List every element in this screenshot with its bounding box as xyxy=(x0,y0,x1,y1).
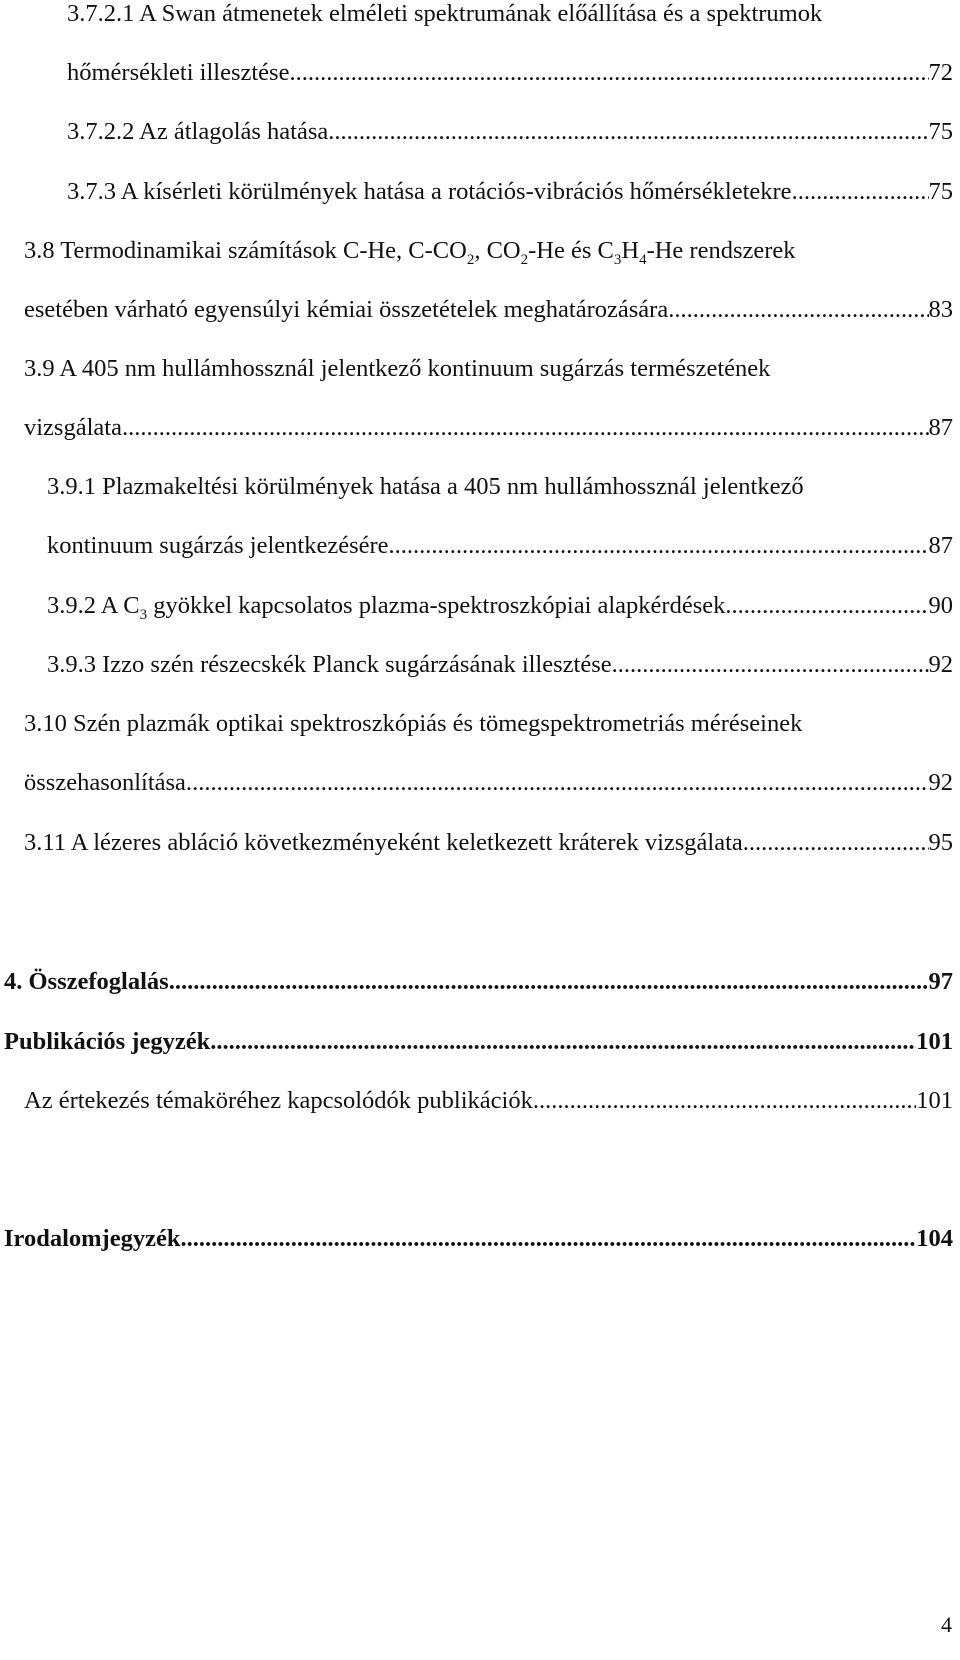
toc-entry-title: Irodalomjegyzék xyxy=(4,1225,181,1252)
toc-page-number: 92 xyxy=(928,651,953,678)
toc-entry-title: vizsgálata xyxy=(24,414,122,441)
toc-page-number: 72 xyxy=(928,59,953,86)
toc-entry-title: hőmérsékleti illesztése xyxy=(67,59,290,86)
toc-entry-publikaciok[interactable] xyxy=(4,1025,953,1059)
toc-entry-3-9-1-line2[interactable] xyxy=(47,529,953,563)
toc-page-number: 97 xyxy=(928,968,953,995)
toc-page-number: 90 xyxy=(928,592,953,619)
toc-entry-title: 3.9.2 A $C_3$ gyökkel kapcsolatos plazma-spektroszkópiai alapkérdések xyxy=(47,592,726,623)
toc-entry-3-7-2-2[interactable] xyxy=(67,115,953,149)
toc-entry-3-7-2-1-line2[interactable] xyxy=(67,56,953,90)
toc-page-number: 87 xyxy=(928,414,953,441)
toc-page-number: 75 xyxy=(928,178,953,205)
dot-leader xyxy=(533,1084,916,1118)
toc-entry-title: 4. Összefoglalás xyxy=(4,968,169,995)
dot-leader xyxy=(743,826,929,860)
toc-page-number: 101 xyxy=(916,1028,953,1055)
toc-entry-3-10-line2[interactable] xyxy=(24,766,953,800)
dot-leader xyxy=(668,293,928,327)
toc-entry-3-7-2-1-line1 xyxy=(67,0,960,31)
toc-page-number: 75 xyxy=(928,118,953,145)
toc-page-number: 87 xyxy=(928,532,953,559)
toc-entry-title: 3.9 A 405 nm hullámhossznál jelentkező kontinuum sugárzás természetének xyxy=(24,355,771,382)
dot-leader xyxy=(122,411,929,445)
dot-leader xyxy=(180,1222,916,1256)
toc-entry-3-8-line2[interactable] xyxy=(24,293,953,327)
toc-entry-title: 3.7.2.1 A Swan átmenetek elméleti spektrumának előállítása és a spektrumok xyxy=(67,0,823,27)
dot-leader xyxy=(389,529,929,563)
toc-entry-title: 3.8 Termodinamikai számítások C-He, $C-CO_2$, $CO_2-He$ és $C_3H_4-He$ rendszerek xyxy=(24,237,796,268)
toc-entry-title: 3.9.3 Izzo szén részecskék Planck sugárzásának illesztése xyxy=(47,651,612,678)
toc-entry-irodalomjegyzek[interactable] xyxy=(4,1222,953,1256)
dot-leader xyxy=(192,766,928,800)
dot-leader xyxy=(725,589,928,623)
toc-entry-3-8-line1 xyxy=(24,234,960,268)
toc-entry-3-9-1-line1 xyxy=(47,470,960,504)
toc-entry-4[interactable] xyxy=(4,965,953,999)
dot-leader xyxy=(334,115,928,149)
toc-entry-3-9-line1 xyxy=(24,352,960,386)
toc-entry-publikaciok-sub[interactable] xyxy=(24,1084,953,1118)
toc-page-number: 104 xyxy=(916,1225,953,1252)
toc-entry-title: 3.11 A lézeres abláció következményeként keletkezett kráterek vizsgálata xyxy=(24,829,743,856)
toc-entry-title: esetében várható egyensúlyi kémiai összetételek meghatározására xyxy=(24,296,669,323)
toc-page-number: 83 xyxy=(928,296,953,323)
dot-leader xyxy=(169,965,929,999)
toc-page-number: 95 xyxy=(928,829,953,856)
toc-entry-title: Publikációs jegyzék xyxy=(4,1028,211,1055)
dot-leader xyxy=(792,175,929,209)
dot-leader xyxy=(210,1025,916,1059)
toc-entry-title: Az értekezés témaköréhez kapcsolódók publikációk xyxy=(24,1087,533,1114)
toc-page-number: 92 xyxy=(928,769,953,796)
toc-entry-3-11[interactable] xyxy=(24,826,953,860)
dot-leader xyxy=(289,56,928,90)
toc-entry-3-9-line2[interactable] xyxy=(24,411,953,445)
toc-entry-title: 3.9.1 Plazmakeltési körülmények hatása a 405 nm hullámhossznál jelentkező xyxy=(47,473,804,500)
dot-leader xyxy=(612,648,929,682)
toc-entry-3-9-2[interactable] xyxy=(47,589,953,623)
toc-page-number: 101 xyxy=(916,1087,953,1114)
toc-entry-title: összehasonlítása. xyxy=(24,769,193,796)
toc-entry-title: 3.7.2.2 Az átlagolás hatása. xyxy=(67,118,335,145)
toc-entry-title: kontinuum sugárzás jelentkezésére xyxy=(47,532,389,559)
toc-entry-title: 3.7.3 A kísérleti körülmények hatása a rotációs-vibrációs hőmérsékletekre xyxy=(67,178,792,205)
toc-entry-3-7-3[interactable] xyxy=(67,175,953,209)
page-number: 4 xyxy=(941,1612,952,1637)
toc-entry-title: 3.10 Szén plazmák optikai spektroszkópiás és tömegspektrometriás méréseinek xyxy=(24,710,803,737)
toc-entry-3-9-3[interactable] xyxy=(47,648,953,682)
toc-entry-3-10-line1 xyxy=(24,707,960,741)
